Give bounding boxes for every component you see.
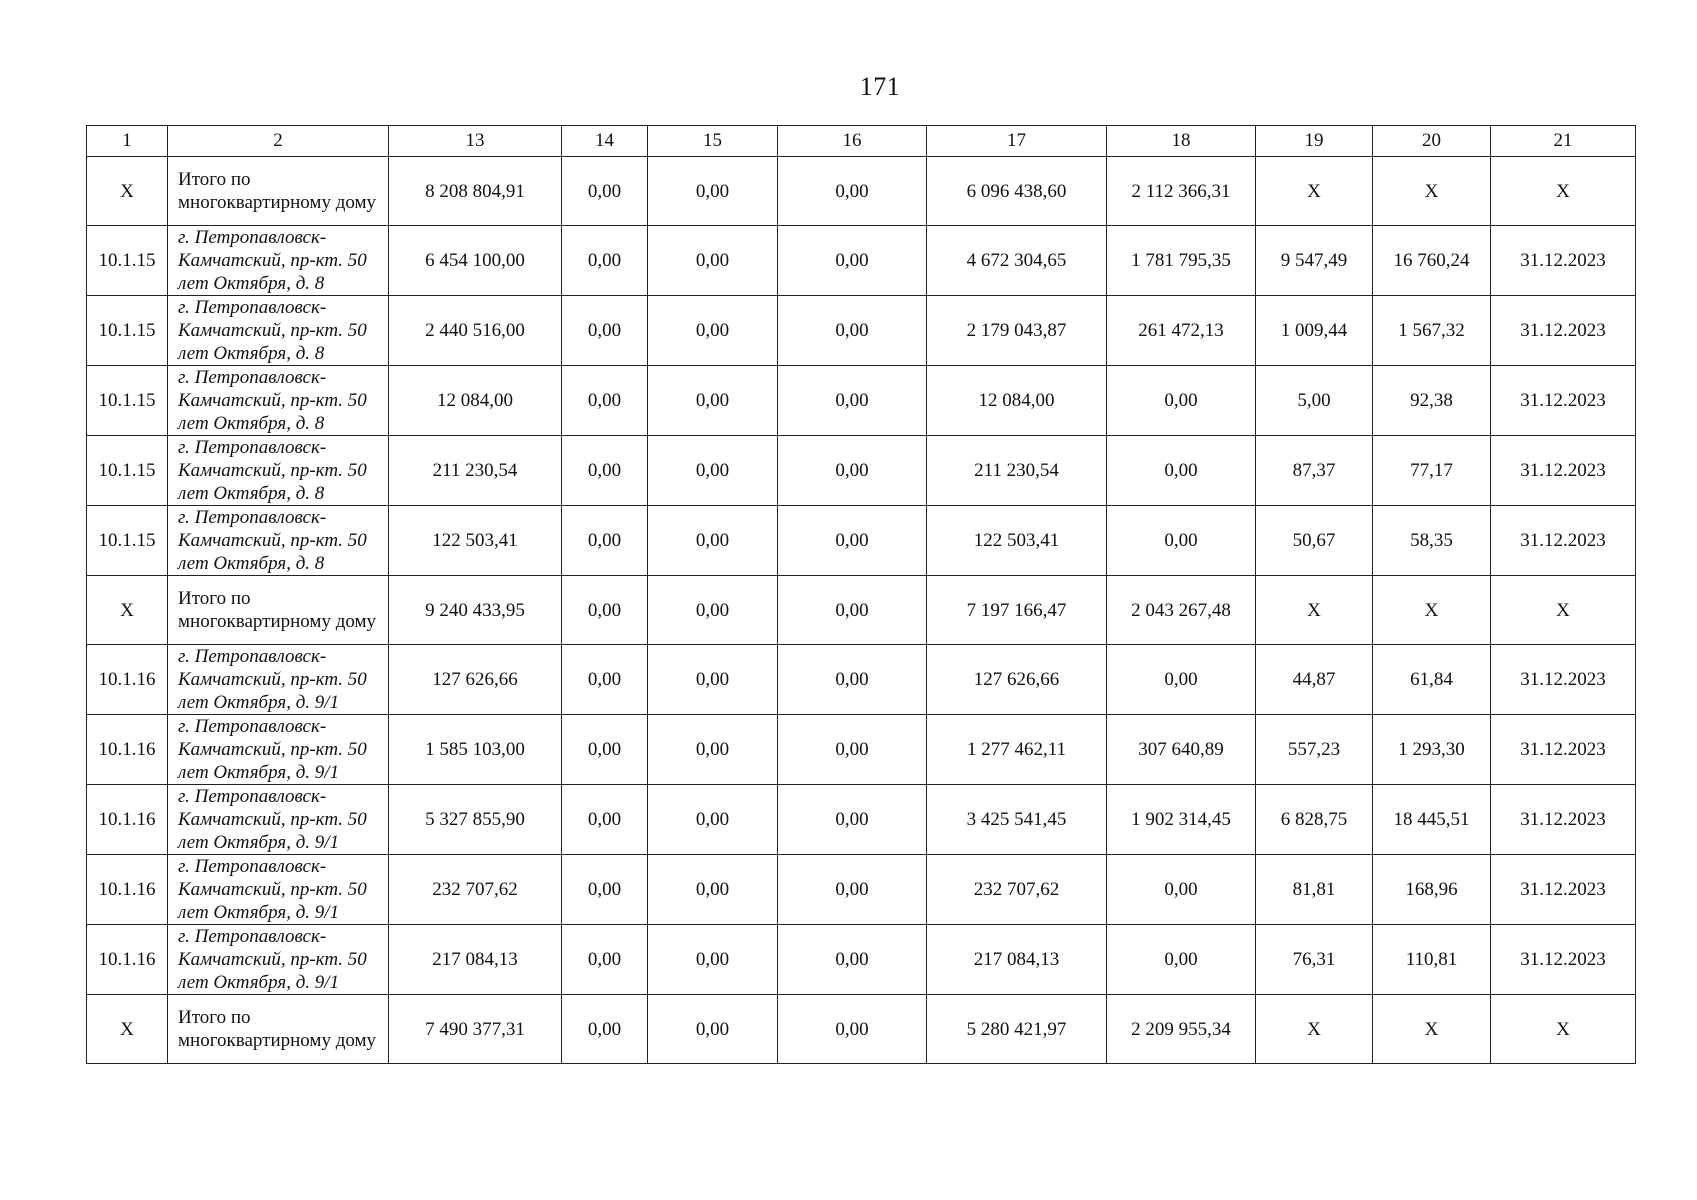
row-number-cell: 10.1.15 (87, 296, 168, 366)
table-cell: 211 230,54 (389, 436, 562, 506)
table-cell: 0,00 (778, 576, 927, 645)
table-cell: 6 454 100,00 (389, 226, 562, 296)
table-cell: 1 781 795,35 (1107, 226, 1256, 296)
table-cell: 61,84 (1373, 645, 1491, 715)
table-cell: 0,00 (778, 645, 927, 715)
table-cell: 0,00 (562, 506, 648, 576)
total-row (87, 157, 1636, 226)
table-cell: 2 179 043,87 (927, 296, 1107, 366)
table-cell: X (1256, 157, 1373, 226)
address-cell: г. Петропавловск-Камчатский, пр-кт. 50 лет Октября, д. 9/1 (168, 715, 389, 785)
table-cell: 18 445,51 (1373, 785, 1491, 855)
table-cell: 31.12.2023 (1491, 645, 1636, 715)
table-cell: 77,17 (1373, 436, 1491, 506)
table-cell: 0,00 (562, 785, 648, 855)
table-cell: 31.12.2023 (1491, 506, 1636, 576)
column-header: 19 (1256, 126, 1373, 157)
row-number-cell: 10.1.15 (87, 436, 168, 506)
table-cell: 7 197 166,47 (927, 576, 1107, 645)
table-cell: 110,81 (1373, 925, 1491, 995)
table-cell: 0,00 (778, 506, 927, 576)
total-label-cell: Итого по многоквартирному дому (168, 995, 389, 1064)
table-cell: 9 547,49 (1256, 226, 1373, 296)
table-body (87, 157, 1636, 1064)
address-cell: г. Петропавловск-Камчатский, пр-кт. 50 лет Октября, д. 8 (168, 226, 389, 296)
data-table (86, 125, 1636, 1064)
table-cell: 5 280 421,97 (927, 995, 1107, 1064)
table-cell: X (1373, 576, 1491, 645)
table-cell: 0,00 (562, 645, 648, 715)
table-cell: 0,00 (648, 785, 778, 855)
table-cell: 0,00 (562, 436, 648, 506)
table-cell: 16 760,24 (1373, 226, 1491, 296)
table-cell: 0,00 (1107, 645, 1256, 715)
table-cell: 1 293,30 (1373, 715, 1491, 785)
table-cell: 0,00 (648, 855, 778, 925)
row-number-cell: X (87, 157, 168, 226)
table-cell: 0,00 (648, 506, 778, 576)
table-cell: 2 440 516,00 (389, 296, 562, 366)
column-header: 15 (648, 126, 778, 157)
column-header: 21 (1491, 126, 1636, 157)
table-cell: X (1491, 995, 1636, 1064)
table-cell: 4 672 304,65 (927, 226, 1107, 296)
address-cell: г. Петропавловск-Камчатский, пр-кт. 50 лет Октября, д. 8 (168, 296, 389, 366)
table-row (87, 715, 1636, 785)
table-cell: 0,00 (778, 157, 927, 226)
total-label-cell: Итого по многоквартирному дому (168, 157, 389, 226)
address-cell: г. Петропавловск-Камчатский, пр-кт. 50 лет Октября, д. 9/1 (168, 785, 389, 855)
table-cell: 1 009,44 (1256, 296, 1373, 366)
column-header: 13 (389, 126, 562, 157)
table-cell: 0,00 (562, 366, 648, 436)
table-cell: 0,00 (778, 785, 927, 855)
table-cell: 127 626,66 (927, 645, 1107, 715)
table-cell: 557,23 (1256, 715, 1373, 785)
column-header: 2 (168, 126, 389, 157)
table-cell: 0,00 (778, 715, 927, 785)
table-cell: 0,00 (648, 226, 778, 296)
table-cell: 307 640,89 (1107, 715, 1256, 785)
table-cell: 0,00 (648, 715, 778, 785)
table-cell: 0,00 (648, 436, 778, 506)
table-cell: 0,00 (562, 995, 648, 1064)
table-cell: 2 209 955,34 (1107, 995, 1256, 1064)
table-cell: 0,00 (562, 925, 648, 995)
table-cell: 31.12.2023 (1491, 436, 1636, 506)
row-number-cell: 10.1.16 (87, 925, 168, 995)
table-cell: 31.12.2023 (1491, 925, 1636, 995)
table-cell: X (1256, 995, 1373, 1064)
table-row (87, 925, 1636, 995)
table-cell: 6 096 438,60 (927, 157, 1107, 226)
row-number-cell: 10.1.15 (87, 506, 168, 576)
table-row (87, 506, 1636, 576)
table-cell: 127 626,66 (389, 645, 562, 715)
table-cell: 31.12.2023 (1491, 785, 1636, 855)
address-cell: г. Петропавловск-Камчатский, пр-кт. 50 лет Октября, д. 8 (168, 366, 389, 436)
table-cell: 0,00 (562, 855, 648, 925)
column-header: 20 (1373, 126, 1491, 157)
table-cell: 58,35 (1373, 506, 1491, 576)
table-cell: 5 327 855,90 (389, 785, 562, 855)
column-header: 16 (778, 126, 927, 157)
column-header: 14 (562, 126, 648, 157)
table-cell: 0,00 (778, 296, 927, 366)
total-label-cell: Итого по многоквартирному дому (168, 576, 389, 645)
table-cell: 0,00 (562, 576, 648, 645)
table-cell: 7 490 377,31 (389, 995, 562, 1064)
table-cell: 0,00 (1107, 925, 1256, 995)
table-cell: 0,00 (648, 995, 778, 1064)
table-cell: 2 043 267,48 (1107, 576, 1256, 645)
table-cell: 0,00 (778, 226, 927, 296)
row-number-cell: 10.1.15 (87, 226, 168, 296)
table-cell: 261 472,13 (1107, 296, 1256, 366)
table-cell: 3 425 541,45 (927, 785, 1107, 855)
table-cell: 0,00 (1107, 506, 1256, 576)
table-cell: 0,00 (648, 925, 778, 995)
table-cell: 31.12.2023 (1491, 296, 1636, 366)
address-cell: г. Петропавловск-Камчатский, пр-кт. 50 лет Октября, д. 8 (168, 506, 389, 576)
table-cell: 31.12.2023 (1491, 715, 1636, 785)
column-header: 17 (927, 126, 1107, 157)
table-cell: X (1373, 157, 1491, 226)
table-cell: 0,00 (648, 296, 778, 366)
table-cell: 12 084,00 (389, 366, 562, 436)
row-number-cell: 10.1.16 (87, 645, 168, 715)
table-cell: 0,00 (778, 855, 927, 925)
table-row (87, 645, 1636, 715)
table-cell: 0,00 (778, 995, 927, 1064)
table-cell: 1 567,32 (1373, 296, 1491, 366)
table-cell: 168,96 (1373, 855, 1491, 925)
total-row (87, 576, 1636, 645)
table-cell: 0,00 (648, 576, 778, 645)
table-cell: 1 902 314,45 (1107, 785, 1256, 855)
table-row (87, 436, 1636, 506)
table-cell: 232 707,62 (389, 855, 562, 925)
table-cell: 76,31 (1256, 925, 1373, 995)
row-number-cell: 10.1.15 (87, 366, 168, 436)
row-number-cell: 10.1.16 (87, 855, 168, 925)
table-cell: 0,00 (778, 436, 927, 506)
table-cell: X (1256, 576, 1373, 645)
table-cell: 122 503,41 (927, 506, 1107, 576)
table-cell: X (1491, 576, 1636, 645)
table-cell: 232 707,62 (927, 855, 1107, 925)
table-cell: 44,87 (1256, 645, 1373, 715)
table-cell: 87,37 (1256, 436, 1373, 506)
row-number-cell: 10.1.16 (87, 715, 168, 785)
table-cell: 31.12.2023 (1491, 855, 1636, 925)
table-cell: 31.12.2023 (1491, 226, 1636, 296)
total-row (87, 995, 1636, 1064)
table-cell: 8 208 804,91 (389, 157, 562, 226)
table-cell: 0,00 (562, 226, 648, 296)
header-row (87, 126, 1636, 157)
table-cell: 1 277 462,11 (927, 715, 1107, 785)
table-cell: 31.12.2023 (1491, 366, 1636, 436)
page-number: 171 (859, 72, 901, 101)
table-row (87, 855, 1636, 925)
table-cell: 122 503,41 (389, 506, 562, 576)
table-cell: 0,00 (648, 366, 778, 436)
column-header: 18 (1107, 126, 1256, 157)
table-cell: 0,00 (778, 925, 927, 995)
address-cell: г. Петропавловск-Камчатский, пр-кт. 50 лет Октября, д. 9/1 (168, 645, 389, 715)
table-cell: 0,00 (648, 157, 778, 226)
table-cell: 0,00 (648, 645, 778, 715)
table-cell: 1 585 103,00 (389, 715, 562, 785)
table-cell: 217 084,13 (389, 925, 562, 995)
table-cell: X (1491, 157, 1636, 226)
table-row (87, 366, 1636, 436)
row-number-cell: 10.1.16 (87, 785, 168, 855)
table-cell: 0,00 (562, 715, 648, 785)
table-cell: 6 828,75 (1256, 785, 1373, 855)
table-cell: 0,00 (1107, 855, 1256, 925)
table-cell: 0,00 (1107, 366, 1256, 436)
column-header: 1 (87, 126, 168, 157)
table-cell: 211 230,54 (927, 436, 1107, 506)
table-cell: 81,81 (1256, 855, 1373, 925)
table-cell: 92,38 (1373, 366, 1491, 436)
table-cell: X (1373, 995, 1491, 1064)
address-cell: г. Петропавловск-Камчатский, пр-кт. 50 лет Октября, д. 9/1 (168, 925, 389, 995)
table-cell: 217 084,13 (927, 925, 1107, 995)
table-row (87, 226, 1636, 296)
table-cell: 2 112 366,31 (1107, 157, 1256, 226)
row-number-cell: X (87, 576, 168, 645)
table-cell: 0,00 (1107, 436, 1256, 506)
address-cell: г. Петропавловск-Камчатский, пр-кт. 50 лет Октября, д. 9/1 (168, 855, 389, 925)
table-cell: 5,00 (1256, 366, 1373, 436)
row-number-cell: X (87, 995, 168, 1064)
table-row (87, 296, 1636, 366)
table-cell: 12 084,00 (927, 366, 1107, 436)
table-cell: 0,00 (562, 296, 648, 366)
table-cell: 0,00 (562, 157, 648, 226)
table-cell: 0,00 (778, 366, 927, 436)
table-row (87, 785, 1636, 855)
address-cell: г. Петропавловск-Камчатский, пр-кт. 50 лет Октября, д. 8 (168, 436, 389, 506)
table-cell: 9 240 433,95 (389, 576, 562, 645)
table-cell: 50,67 (1256, 506, 1373, 576)
